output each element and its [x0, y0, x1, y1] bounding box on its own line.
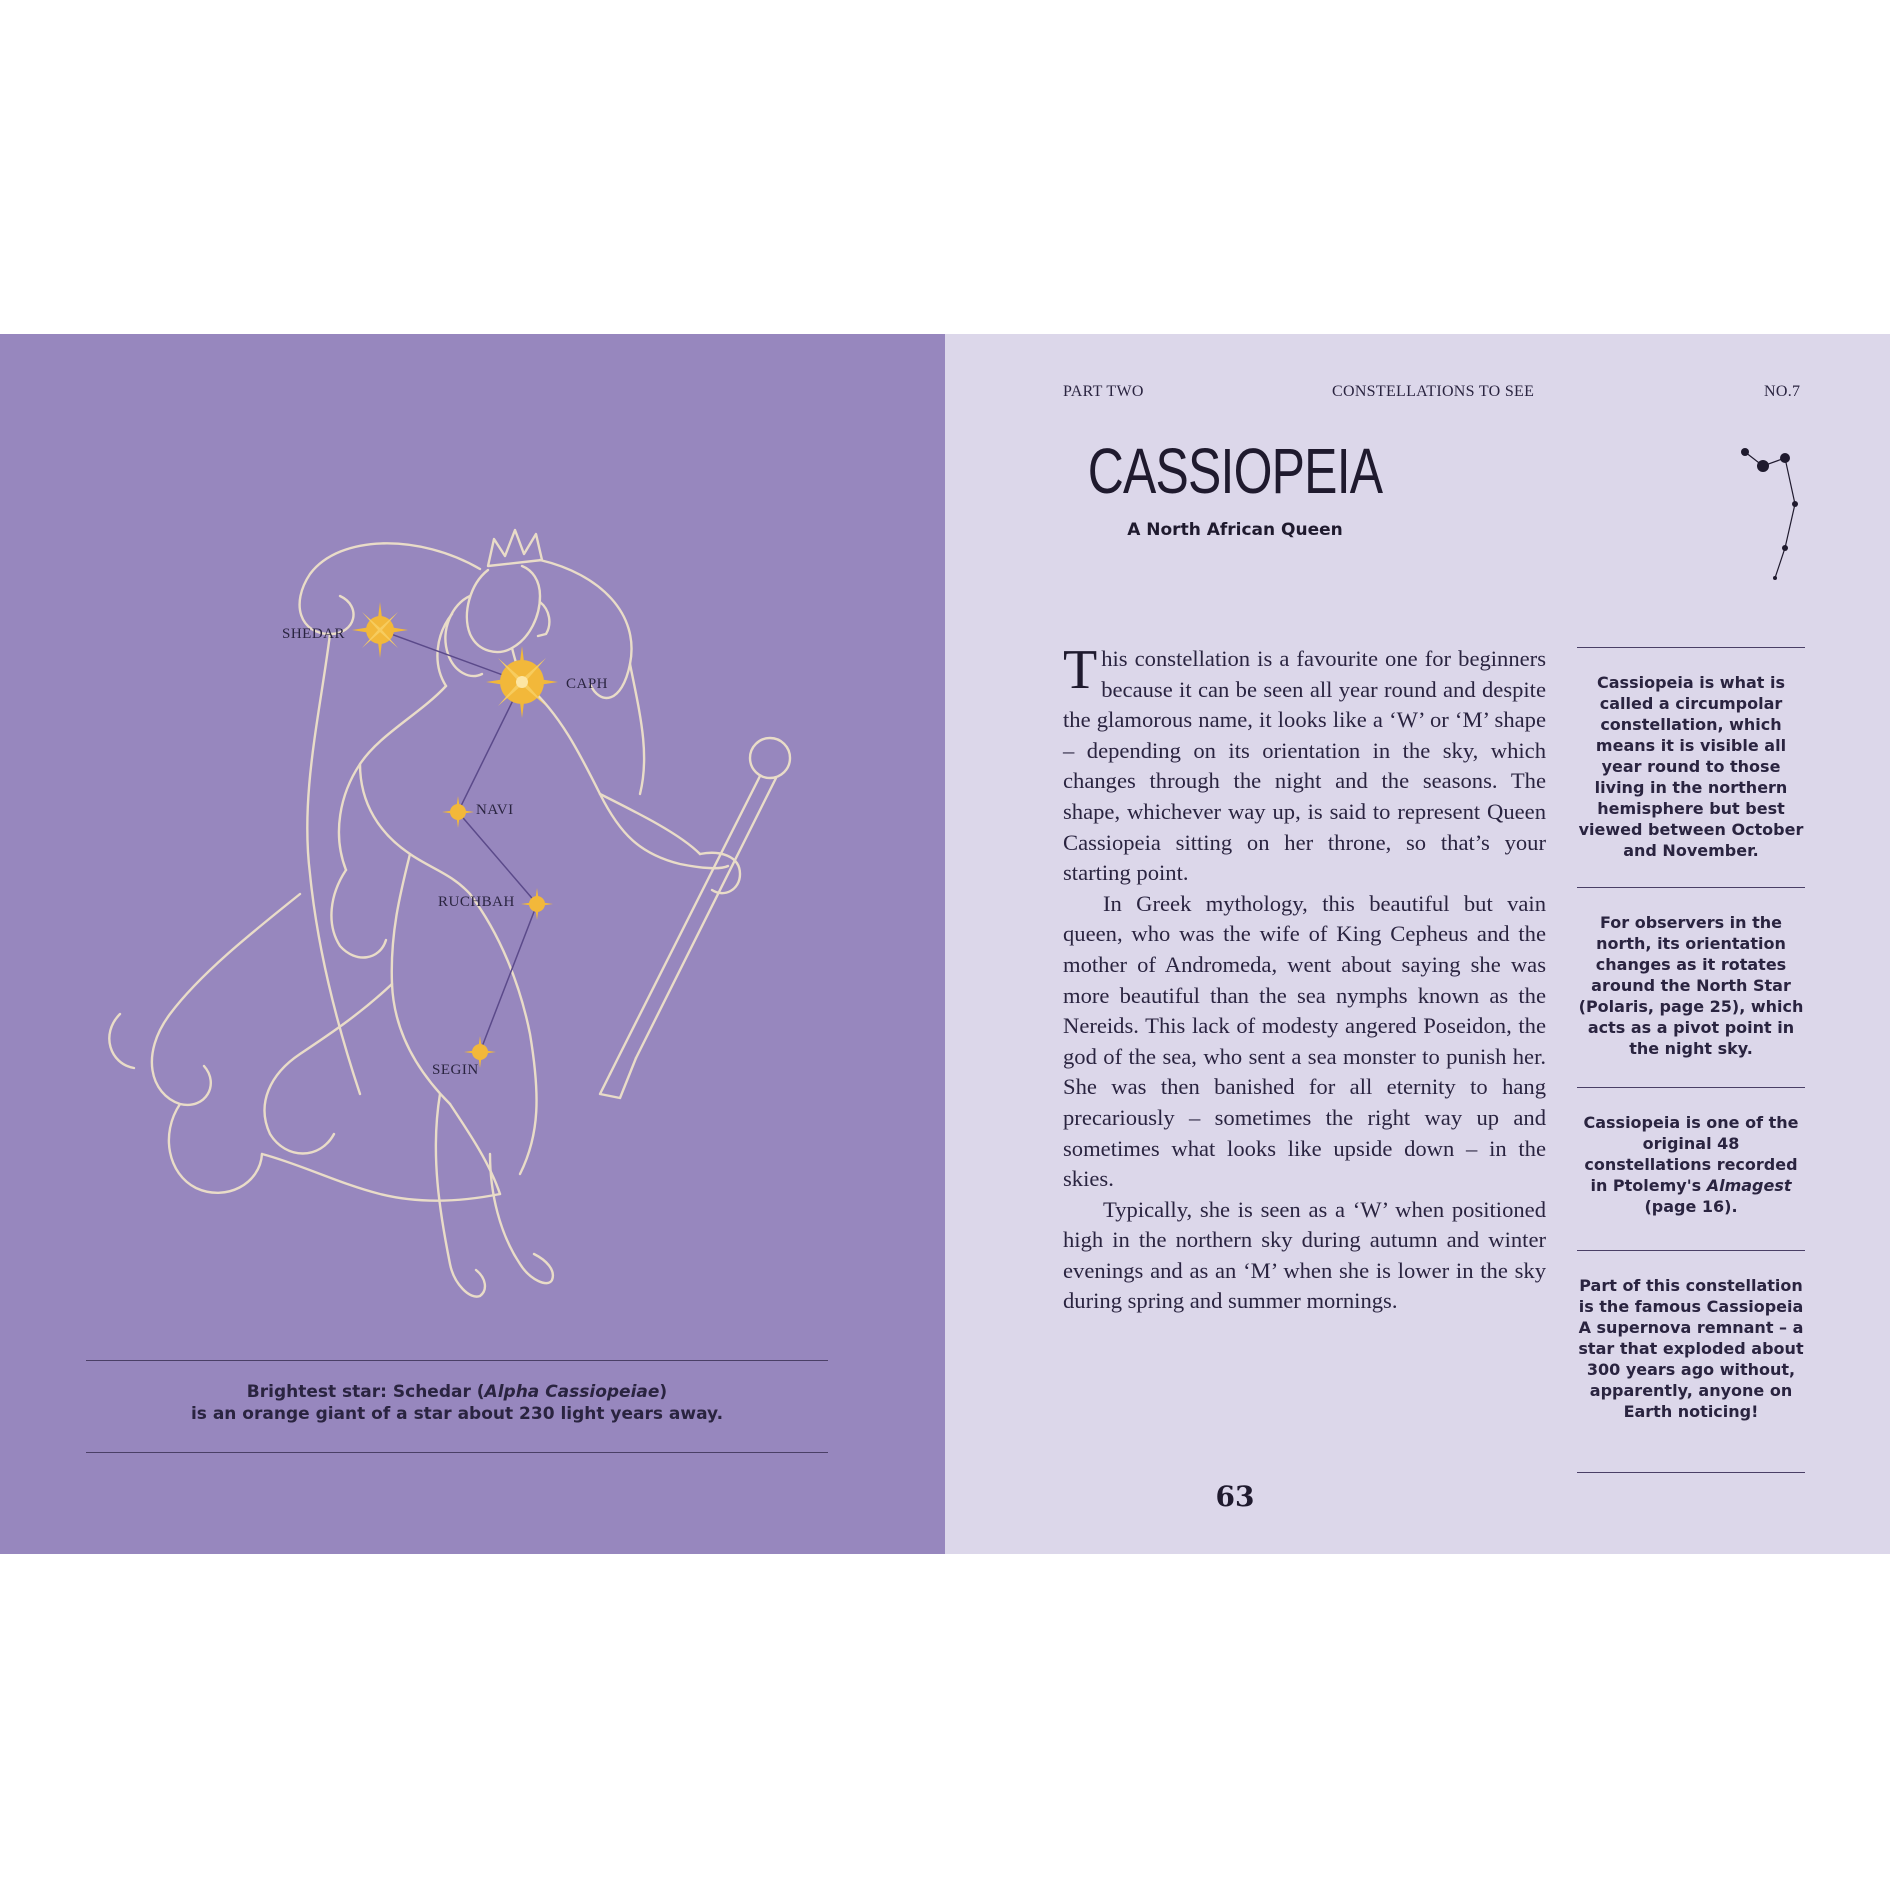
running-head-center: CONSTELLATIONS TO SEE [1332, 383, 1535, 400]
star-label-segin: SEGIN [432, 1062, 479, 1078]
caption-rule-top [86, 1360, 828, 1361]
stars [352, 602, 558, 1068]
caption-line2: is an orange giant of a star about 230 light years away. [190, 1404, 724, 1424]
queen-cassiopeia-illustration [0, 334, 945, 1554]
side-note-orientation: For observers in the north, its orientation changes as it rotates around the North Star (Polaris, page 25), which acts as a pivot point in the night sky. [1578, 913, 1804, 1058]
sparkle-star-icon [442, 796, 474, 828]
caption-line1-post: ) [659, 1382, 668, 1402]
running-head-right: NO.7 [1764, 383, 1801, 400]
side-note-ptolemy-italic: Almagest [1706, 1176, 1792, 1195]
side-rule-2 [1577, 1087, 1805, 1088]
page-title: CASSIOPEIA [1087, 435, 1383, 507]
caption-line1-italic: Alpha Cassiopeiae [484, 1382, 660, 1402]
running-head-left: PART TWO [1063, 383, 1144, 400]
sparkle-star-icon [521, 888, 553, 920]
body-paragraph-1 [1063, 639, 1546, 889]
side-note-ptolemy-post: (page 16). [1644, 1197, 1738, 1216]
left-page [0, 334, 945, 1554]
book-spread [0, 334, 1890, 1554]
star-label-ruchbah: RUCHBAH [438, 894, 515, 910]
star-label-caph: CAPH [566, 676, 609, 692]
page-number: 63 [1215, 1480, 1255, 1513]
brightest-star-caption [86, 1381, 828, 1425]
page-subtitle: A North African Queen [1127, 520, 1343, 540]
caption-rule-bottom [86, 1452, 828, 1453]
side-note-ptolemy [1577, 1112, 1805, 1217]
body-paragraph-3: Typically, she is seen as a ‘W’ when positioned high in the northern sky during autumn and winter evenings and as an ‘M’ when she is lower in the sky during spring and summer mornings. [1063, 1196, 1546, 1314]
star-label-navi: NAVI [476, 802, 514, 818]
caption-line1-pre: Brightest star: Schedar ( [246, 1382, 485, 1402]
sparkle-star-icon [352, 602, 408, 658]
body-paragraph-2: In Greek mythology, this beautiful but vain queen, who was the wife of King Cepheus and the mother of Andromeda, went about saying she was more beautiful than the sea nymphs known as the Nereids. This lack of modesty angered Poseidon, the god of the sea, who sent a sea monster to punish her. She was then banished for all eternity to hang precariously – sometimes the right way up and sometimes what looks like upside down – in the skies. [1063, 890, 1546, 1192]
side-rule-3 [1577, 1250, 1805, 1251]
body-text [1063, 639, 1546, 1317]
side-note-circumpolar: Cassiopeia is what is called a circumpolar constellation, which means it is visible all year round to those living in the northern hemisphere but best viewed between October and November. [1578, 673, 1804, 860]
side-note-ptolemy-pre: Cassiopeia is one of the original 48 constellations recorded in Ptolemy's [1583, 1113, 1799, 1195]
side-note-supernova: Part of this constellation is the famous Cassiopeia A supernova remnant – a star that exploded about 300 years ago without, apparently, anyone on Earth noticing! [1578, 1276, 1804, 1421]
star-label-shedar: SHEDAR [282, 626, 346, 642]
side-rule-1 [1577, 887, 1805, 888]
side-rule-4 [1577, 1472, 1805, 1473]
side-rule-0 [1577, 647, 1805, 648]
dropcap: T [1063, 639, 1098, 701]
line-art [109, 530, 790, 1297]
cassiopeia-constellation-icon [1735, 444, 1815, 584]
body-paragraph-1-text: his constellation is a favourite one for beginners because it can be seen all year round and despite the glamorous name, it looks like a ‘W’ or ‘M’ shape – depending on its orientation in the sky, which changes through the night and the seasons. The shape, whichever way up, is said to represent Queen Cassiopeia sitting on her throne, so that’s your starting point. [1063, 646, 1546, 886]
